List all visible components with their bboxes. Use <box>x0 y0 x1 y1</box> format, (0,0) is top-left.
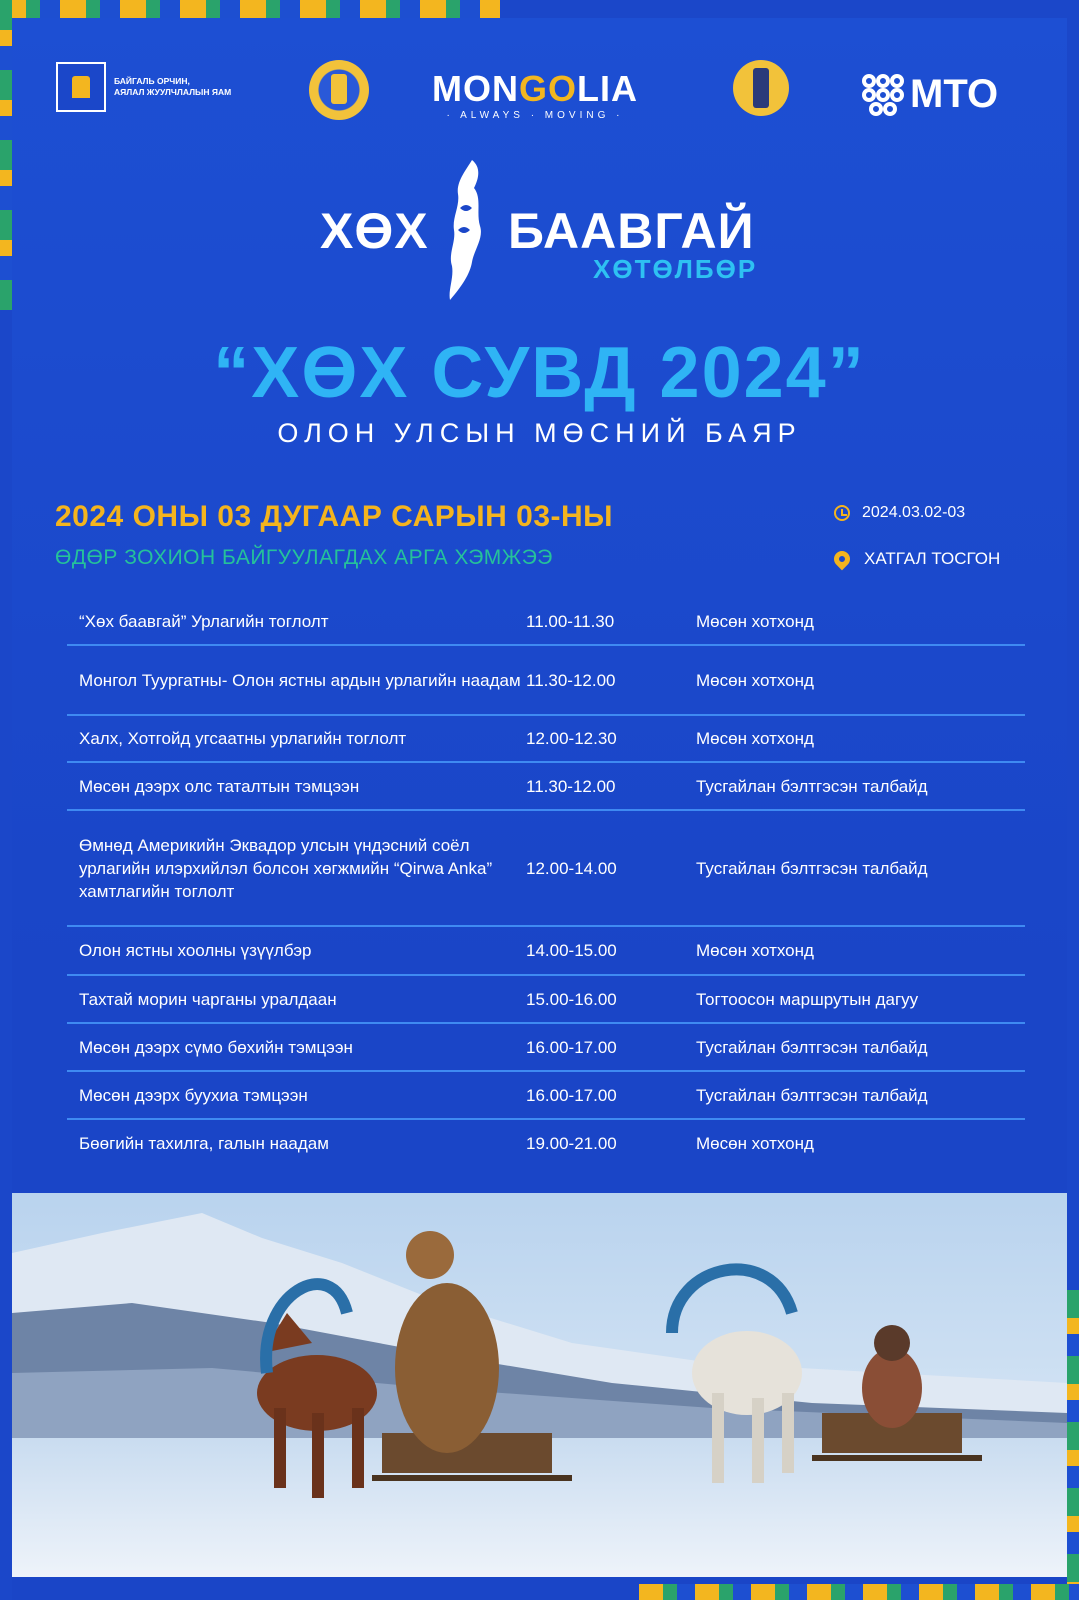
schedule-event: Мөсөн дээрх сүмо бөхийн тэмцээн <box>79 1037 353 1057</box>
endless-knot-icon <box>862 74 904 116</box>
schedule-event: Олон ястны хоолны үзүүлбэр <box>79 941 312 960</box>
date-heading: 2024 ОНЫ 03 ДУГААР САРЫН 03-НЫ <box>55 500 614 533</box>
decorative-border-bottom <box>639 1584 1079 1600</box>
event-dates-text: 2024.03.02-03 <box>862 504 966 521</box>
schedule-time: 11.00-11.30 <box>526 611 615 631</box>
lake-map-icon <box>438 158 498 303</box>
mto-text: MTO <box>910 72 999 116</box>
ministry-logo <box>56 62 231 112</box>
mto-logo <box>862 72 998 117</box>
brand-name <box>420 70 650 108</box>
ministry-name: БАЙГАЛЬ ОРЧИН, АЯЛАЛ ЖУУЛЧЛАЛЫН ЯАМ <box>114 76 232 97</box>
schedule-time: 11.30-12.00 <box>526 670 616 690</box>
schedule-time: 12.00-12.30 <box>526 729 617 748</box>
schedule-time: 14.00-15.00 <box>526 941 617 960</box>
schedule-place: Тогтоосон маршрутын дагуу <box>696 989 919 1009</box>
schedule-place: Мөсөн хотхонд <box>696 611 814 631</box>
schedule-place: Мөсөн хотхонд <box>696 1133 814 1153</box>
schedule-row <box>67 976 1025 1024</box>
schedule-time: 11.30-12.00 <box>526 776 616 796</box>
schedule-place: Мөсөн хотхонд <box>696 941 814 960</box>
schedule-place: Тусгайлан бэлтгэсэн талбайд <box>696 1085 928 1105</box>
clock-icon <box>834 505 850 521</box>
state-seal-icon <box>309 60 369 120</box>
ministry-emblem-icon <box>56 62 106 112</box>
schedule-row <box>67 763 1025 811</box>
decorative-border-right <box>1067 1290 1079 1600</box>
event-subtitle: ОЛОН УЛСЫН МӨСНИЙ БАЯР <box>277 418 802 448</box>
schedule-event: Өмнөд Америкийн Эквадор улсын үндэсний соёл урлагийн илэрхийлэл болсон хөгжмийн “Qirwa Anka” хамтлагийн тоглолт <box>79 835 493 901</box>
schedule-row <box>67 927 1025 976</box>
schedule-place: Мөсөн хотхонд <box>696 729 814 748</box>
schedule-row <box>67 646 1025 716</box>
program-logo <box>0 150 1079 300</box>
schedule-place: Тусгайлан бэлтгэсэн талбайд <box>696 858 928 878</box>
decorative-border-top <box>0 0 500 18</box>
schedule-row <box>67 1072 1025 1120</box>
schedule-time: 15.00-16.00 <box>526 989 617 1009</box>
schedule-event: Монгол Туургатны- Олон ястны ардын урлагийн наадам <box>79 670 521 690</box>
schedule-row <box>67 716 1025 763</box>
schedule-row <box>67 811 1025 927</box>
location-pin-icon <box>831 548 854 571</box>
schedule-event: Халх, Хотгойд угсаатны урлагийн тоглолт <box>79 729 407 748</box>
schedule-time: 16.00-17.00 <box>526 1037 617 1057</box>
mongolia-brand-logo <box>420 70 650 121</box>
schedule-table <box>67 598 1025 1166</box>
event-location-text: ХАТГАЛ ТОСГОН <box>864 549 1001 568</box>
horse-sleigh-illustration <box>12 1193 1067 1577</box>
date-subheading: ӨДӨР ЗОХИОН БАЙГУУЛАГДАХ АРГА ХЭМЖЭЭ <box>55 546 553 569</box>
schedule-event: Мөсөн дээрх буухиа тэмцээн <box>79 1085 308 1105</box>
schedule-row <box>67 1024 1025 1072</box>
program-word-right: БААВГАЙ <box>508 203 755 259</box>
schedule-event: Бөөгийн тахилга, галын наадам <box>79 1133 329 1153</box>
schedule-time: 16.00-17.00 <box>526 1085 617 1105</box>
schedule-row <box>67 1120 1025 1166</box>
event-title: “ХӨХ СУВД 2024” <box>213 333 866 413</box>
schedule-event: Мөсөн дээрх олс таталтын тэмцээн <box>79 776 360 796</box>
soyombo-seal-icon <box>733 60 789 116</box>
program-word-left: ХӨХ <box>320 203 429 259</box>
schedule-place: Тусгайлан бэлтгэсэн талбайд <box>696 776 928 796</box>
brand-name-part3: LIA <box>577 68 638 109</box>
brand-name-part2: GO <box>518 68 577 109</box>
schedule-time: 12.00-14.00 <box>526 858 617 878</box>
event-location <box>834 549 1000 569</box>
brand-tagline: · ALWAYS · MOVING · <box>446 110 624 121</box>
schedule-row <box>67 598 1025 646</box>
schedule-time: 19.00-21.00 <box>526 1133 617 1153</box>
schedule-place: Мөсөн хотхонд <box>696 670 814 690</box>
event-dates <box>834 504 965 522</box>
schedule-event: “Хөх баавгай” Урлагийн тоглолт <box>79 611 329 631</box>
horse-sleigh-photo <box>12 1193 1067 1577</box>
schedule-place: Тусгайлан бэлтгэсэн талбайд <box>696 1037 928 1057</box>
program-subtitle: ХӨТӨЛБӨР <box>593 254 758 284</box>
brand-name-part1: MON <box>431 68 519 109</box>
schedule-event: Тахтай морин чарганы уралдаан <box>79 989 337 1009</box>
